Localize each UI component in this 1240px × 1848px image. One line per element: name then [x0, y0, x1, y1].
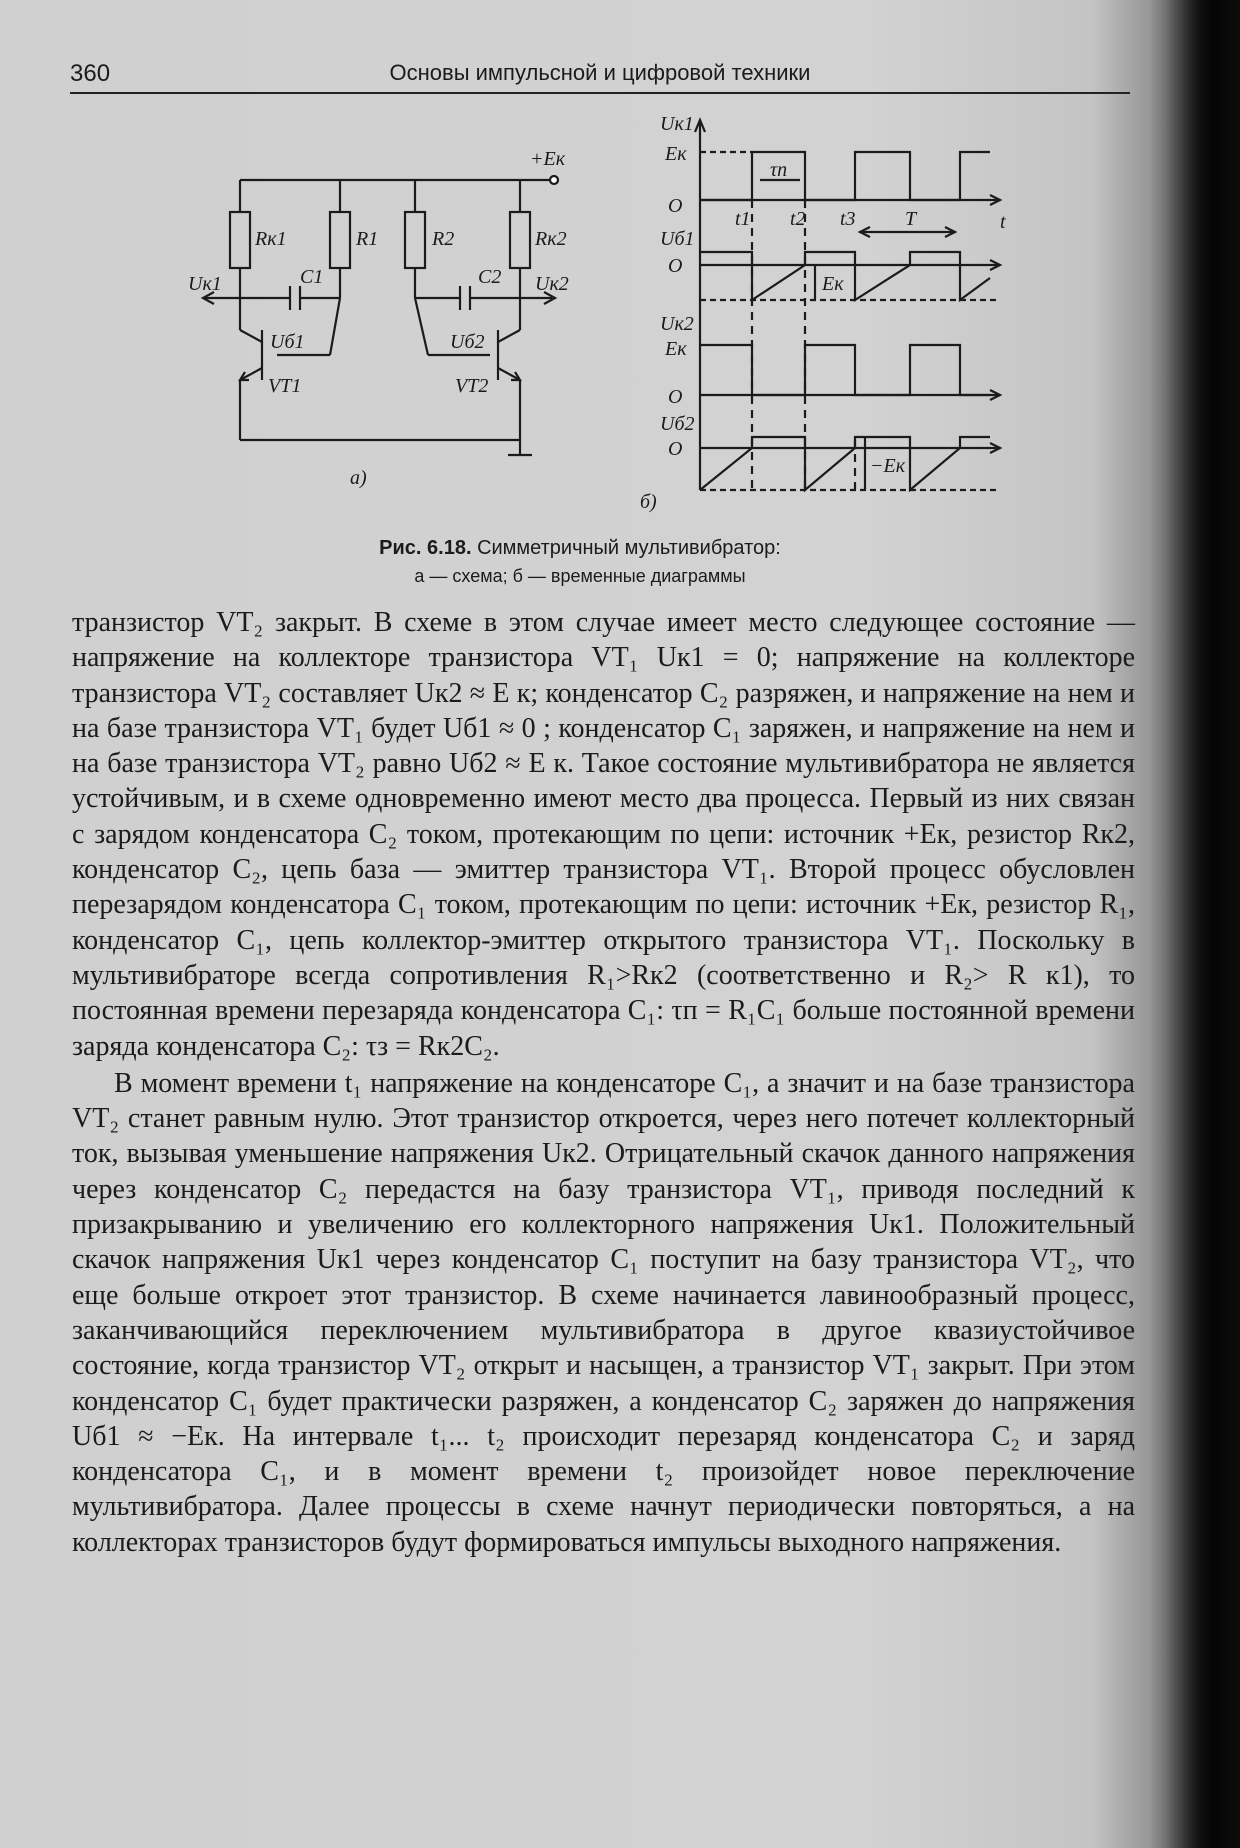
circuit-labels	[188, 148, 569, 489]
page-number: 360	[70, 60, 111, 87]
label-t-o3: O	[668, 386, 683, 408]
timing-diagrams	[695, 120, 1000, 490]
label-rk1: Rк1	[255, 228, 287, 250]
resistor-r2	[405, 212, 425, 268]
figure-caption-label: Рис. 6.18.	[379, 537, 472, 559]
label-t-ek2: Eк	[822, 273, 844, 295]
label-c1: C1	[300, 266, 324, 288]
label-t1: t1	[735, 208, 751, 230]
timing-labels	[640, 113, 1006, 513]
label-t-ek3: Eк	[665, 338, 687, 360]
label-t-ek1: Eк	[665, 143, 687, 165]
resistor-rk1	[230, 212, 250, 268]
label-t-o4: O	[668, 438, 683, 460]
label-panel-b: б)	[640, 491, 657, 513]
label-t2: t2	[790, 208, 806, 230]
resistor-rk2	[510, 212, 530, 268]
figure-6-18	[0, 0, 1240, 600]
paragraph-1: транзистор VT₂ закрыт. В схеме в этом случае имеет место следующее состояние — напряжение на коллекторе транзистора VT₁ Uк1 = 0; напряжение на коллекторе транзистора VT₂ составляет Uк2 ≈ E к; конденсатор C₂ разряжен, и напряжение на нем и на базе транзистора VT₁ будет Uб1 ≈ 0 ; конденсатор C₁ заряжен, и напряжение на нем и на базе транзистора VT₂ равно Uб2 ≈ E к. Такое состояние мультивибратора не является устойчивым, и в схеме одновременно имеют место два процесса. Первый из них связан с зарядом конденсатора C₂ током, протекающим по цепи: источник +Eк, резистор Rк2, конденсатор C₂, цепь база — эмиттер транзистора VT₁. Второй процесс обусловлен перезарядом конденсатора C₁ током, протекающим по цепи: источник +Eк, резистор R₁, конденсатор C₁, цепь коллектор-эмиттер открытого транзистора VT₁. Поскольку в мультивибраторе всегда сопротивления R₁>Rк2 (соответственно и R₂> R к1), то постоянная времени перезаряда конденсатора C₁: τп = R₁C₁ больше постоянной времени заряда конденсатора C₂: τз = Rк2C₂.	[72, 607, 1135, 1062]
body-text	[72, 605, 1135, 1560]
label-r1: R1	[356, 228, 379, 250]
paragraph-2: В момент времени t₁ напряжение на конденсаторе C₁, а значит и на базе транзистора VT₂ станет равным нулю. Этот транзистор откроется, через него потечет коллекторный ток, вызывая уменьшение напряжения Uк2. Отрицательный скачок данного напряжения через конденсатор C₂ передастся на базу транзистора VT₁, приводя последний к призакрыванию и увеличению его коллекторного напряжения Uк1. Положительный скачок напряжения Uк1 через конденсатор C₁ поступит на базу транзистора VT₂, что еще больше откроет этот транзистор. В схеме начинается лавинообразный процесс, заканчивающийся переключением мультивибратора в другое квазиустойчивое состояние, когда транзистор VT₂ открыт и насыщен, а транзистор VT₁ закрыт. При этом конденсатор C₁ будет практически разряжен, а конденсатор C₂ заряжен до напряжения Uб1 ≈ −Eк. На интервале t₁... t₂ происходит перезаряд конденсатора C₂ и заряд конденсатора C₁, и в момент времени t₂ произойдет новое переключение мультивибратора. Далее процессы в схеме начнут периодически повторяться, а на коллекторах транзисторов будут формироваться импульсы выходного напряжения.	[72, 1067, 1135, 1558]
label-panel-a: а)	[350, 467, 367, 489]
label-rk2: Rк2	[535, 228, 567, 250]
label-tau: τп	[770, 159, 788, 181]
label-ub2: Uб2	[450, 331, 485, 353]
label-t-minus-ek: −Eк	[870, 455, 906, 477]
label-supply: +Eк	[530, 148, 566, 170]
figure-caption-parts: а — схема; б — временные диаграммы	[414, 566, 746, 586]
label-ub1: Uб1	[270, 331, 305, 353]
label-t-o1: O	[668, 195, 683, 217]
label-vt2: VT2	[455, 375, 489, 397]
label-t-uk2: Uк2	[660, 313, 694, 335]
figure-caption	[200, 537, 960, 560]
label-period: T	[905, 208, 917, 230]
label-vt1: VT1	[268, 375, 302, 397]
label-t-ub2: Uб2	[660, 413, 695, 435]
label-c2: C2	[478, 266, 502, 288]
label-uk1: Uк1	[188, 273, 222, 295]
label-t-axis: t	[1000, 211, 1006, 233]
resistor-r1	[330, 212, 350, 268]
label-t-ub1: Uб1	[660, 228, 695, 250]
label-t-o2: O	[668, 255, 683, 277]
running-title: Основы импульсной и цифровой техники	[389, 60, 811, 85]
label-t-uk1: Uк1	[660, 113, 694, 135]
label-uk2: Uк2	[535, 273, 569, 295]
label-r2: R2	[432, 228, 455, 250]
figure-caption-title: Симметричный мультивибратор:	[477, 537, 781, 559]
circuit-diagram	[203, 176, 558, 455]
label-t3: t3	[840, 208, 856, 230]
